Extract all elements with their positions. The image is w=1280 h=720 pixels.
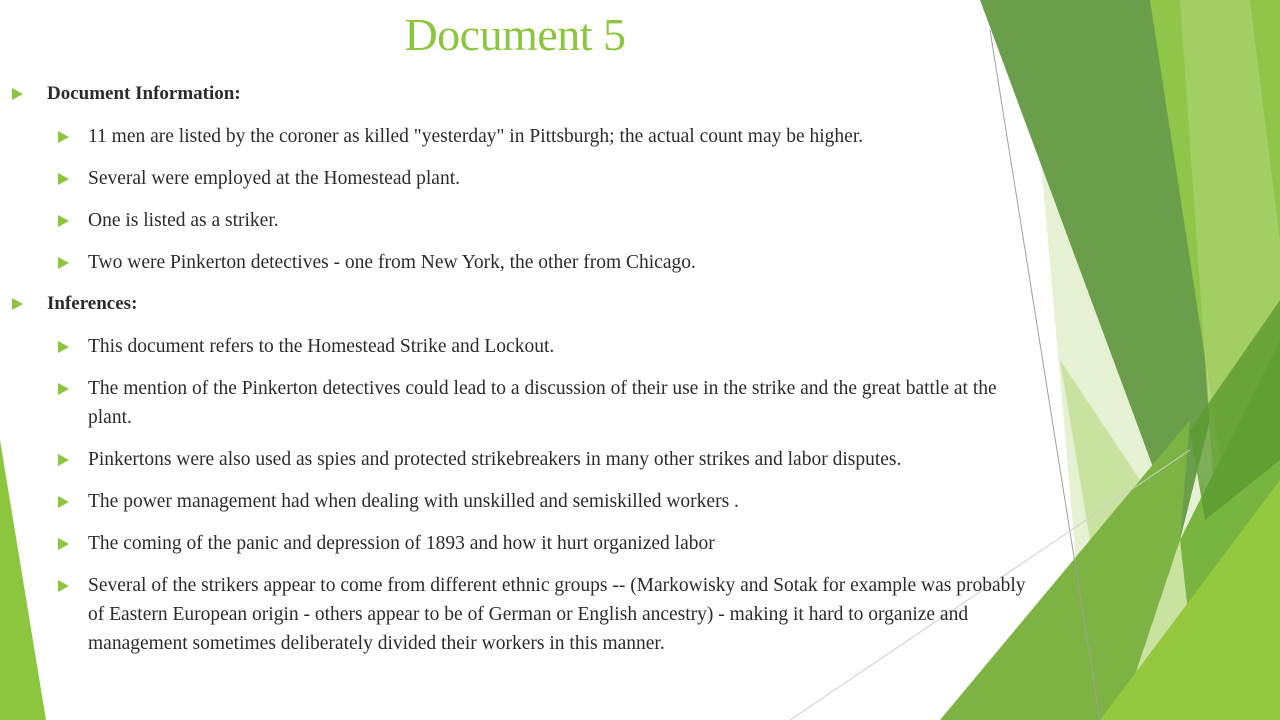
bullet-point (12, 529, 1042, 558)
heading-text: Inferences: (47, 293, 138, 314)
bullet-arrow-icon (58, 257, 69, 269)
slide-title: Document 5 (404, 9, 626, 60)
bullet-text: The power management had when dealing with unskilled and semiskilled workers . (88, 491, 739, 512)
heading-text: Document Information: (47, 83, 241, 104)
section-heading-inferences (12, 290, 1042, 332)
bullet-text: Two were Pinkerton detectives - one from New York, the other from Chicago. (88, 252, 696, 273)
bullet-text: The coming of the panic and depression of 1893 and how it hurt organized labor (88, 533, 715, 554)
bullet-arrow-icon (58, 341, 69, 353)
bullet-point (12, 164, 1042, 193)
bullet-arrow-icon (12, 88, 23, 100)
bullet-point (12, 248, 1042, 277)
bullet-point (12, 487, 1042, 516)
bullet-point (12, 206, 1042, 235)
bullet-point (12, 571, 1042, 658)
bullet-arrow-icon (12, 298, 23, 310)
bullet-text: Pinkertons were also used as spies and protected strikebreakers in many other strikes and labor disputes. (88, 449, 902, 470)
bullet-text: Several were employed at the Homestead plant. (88, 168, 460, 189)
bullet-arrow-icon (58, 538, 69, 550)
bullet-text: 11 men are listed by the coroner as killed "yesterday" in Pittsburgh; the actual count may be higher. (88, 126, 864, 147)
bullet-text: One is listed as a striker. (88, 210, 279, 231)
bullet-arrow-icon (58, 383, 69, 395)
section-heading-document-information (12, 80, 1042, 122)
bullet-arrow-icon (58, 496, 69, 508)
bullet-point (12, 445, 1042, 474)
bullet-point (12, 122, 1042, 151)
bullet-arrow-icon (58, 454, 69, 466)
bullet-text: The mention of the Pinkerton detectives could lead to a discussion of their use in the strike and the great battle at the plant. (88, 378, 997, 428)
bullet-point (12, 332, 1042, 361)
bullet-arrow-icon (58, 580, 69, 592)
bullet-text: This document refers to the Homestead Strike and Lockout. (88, 336, 555, 357)
slide-content (12, 80, 1042, 671)
bullet-arrow-icon (58, 131, 69, 143)
bullet-arrow-icon (58, 173, 69, 185)
bullet-text: Several of the strikers appear to come from different ethnic groups -- (Markowisky and Sotak for example was probably of Eastern European origin - others appear to be of German or English ancestry) - making it hard to organize and management sometimes deliberately divided their workers in this manner. (88, 575, 1026, 654)
bullet-arrow-icon (58, 215, 69, 227)
bullet-point (12, 374, 1042, 432)
